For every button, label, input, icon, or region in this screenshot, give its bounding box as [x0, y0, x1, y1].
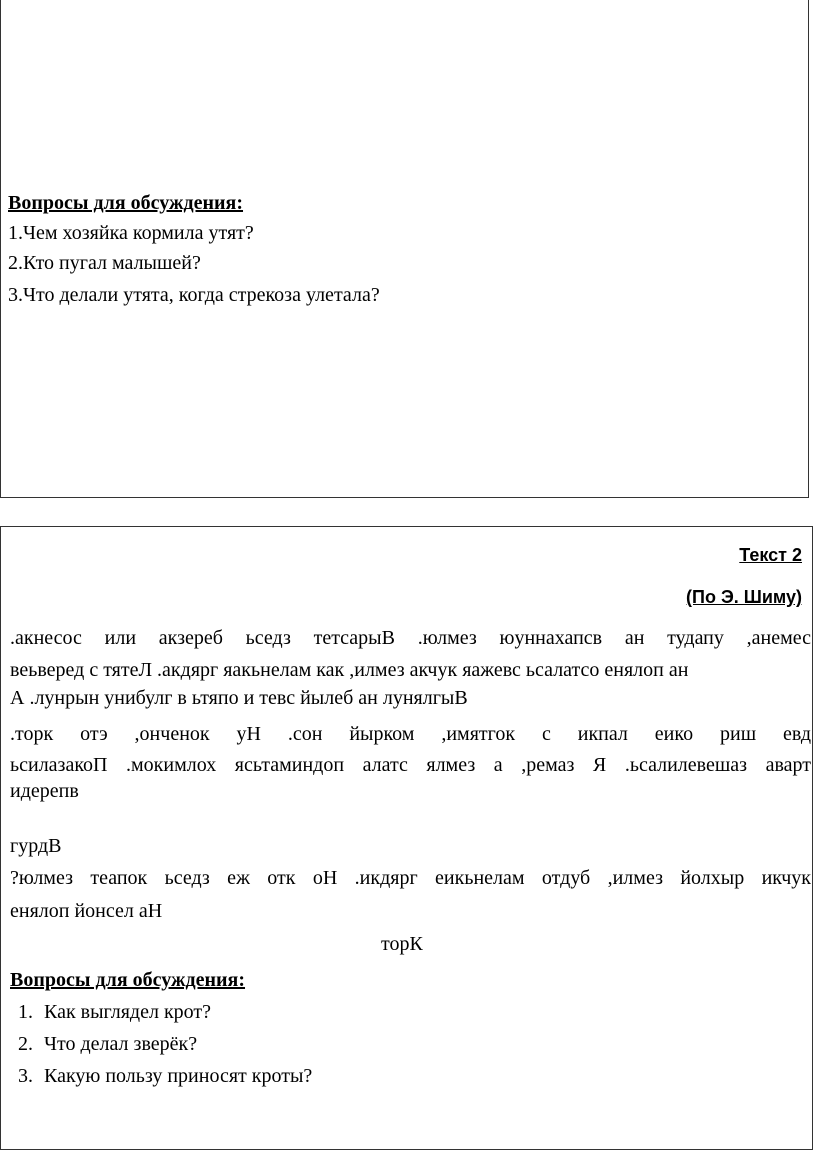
discussion-box-1 — [0, 0, 809, 498]
discussion-heading-2: Вопросы для обсуждения: — [10, 969, 246, 991]
text-title: Текст 2 — [739, 545, 802, 565]
text-line-7: гурдВ — [10, 835, 62, 857]
text-author: (По Э. Шиму) — [686, 587, 802, 607]
discussion-heading-1: Вопросы для обсуждения: — [8, 192, 244, 214]
list-item: 3. Какую пользу приносят кроты? — [18, 1065, 313, 1087]
text-line-1: .акнесос или акзереб ьседз тетсарыВ .юлмез юуннахапсв ан тудапу ,анемес — [10, 627, 811, 649]
text-line-4: .торк отэ ,онченок уН .сон йырком ,имятгок с икпал еико риш евд — [10, 723, 811, 745]
text-line-8: ?юлмез теапок ьседз еж отк оН .икдярг еикьнелам отдуб ,илмез йолхыр икчук — [10, 867, 811, 889]
question-1: 1.Чем хозяйка кормила утят? — [8, 222, 254, 244]
text-line-9: енялоп йонсел аН — [10, 900, 163, 922]
text-line-5: ьсилазакоП .мокимлох ясьтаминдоп алатс ялмез а ,ремаз Я .ьсалилевешаз аварт — [10, 754, 811, 776]
text-line-6: идерепв — [10, 780, 79, 802]
text-line-2: веьверед с тятеЛ .акдярг яакьнелам как ,илмез акчук яажевс ьсалатсо енялоп ан — [10, 659, 689, 681]
question-3: 3.Что делали утята, когда стрекоза улетала? — [8, 284, 380, 306]
question-2: 2.Кто пугал малышей? — [8, 252, 201, 274]
text-line-10: торК — [381, 933, 423, 955]
text-box-2 — [0, 526, 813, 1150]
list-item: 2. Что делал зверёк? — [18, 1033, 198, 1055]
list-item: 1. Как выглядел крот? — [18, 1001, 212, 1023]
text-line-3: А .лунрын унибулг в ьтяпо и тевс йылеб ан лунялгыВ — [10, 687, 468, 709]
